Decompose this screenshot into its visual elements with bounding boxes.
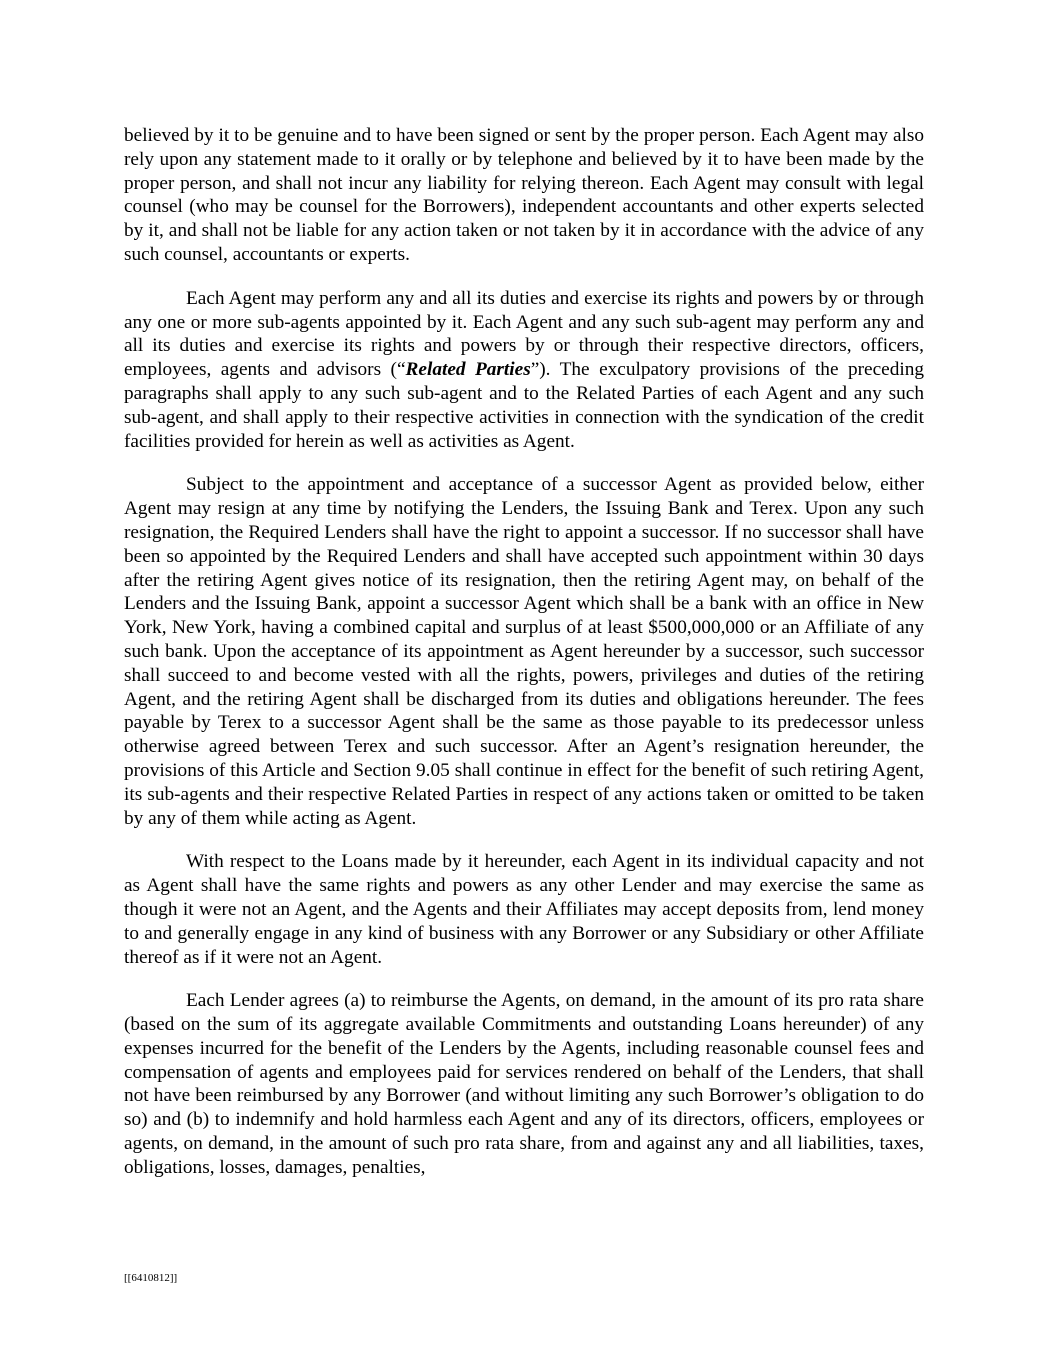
defined-term-related-parties: Related Parties (405, 359, 531, 381)
paragraph-sub-agents-text-before: Each Agent may perform any and all its duties and exercise its rights and powers by or through any one or more sub-agents appointed by it. Each Agent and any such sub-agent may perform any and all its duties and exercise its rights and powers by or through their respective directors, officers, employees, agents and advisors (“ (124, 287, 924, 381)
document-page (124, 124, 924, 1200)
paragraph-successor-agent: Subject to the appointment and acceptance of a successor Agent as provided below, either Agent may resign at any time by notifying the Lenders, the Issuing Bank and Terex. Upon any such resignation, the Required Lenders shall have the right to appoint a successor. If no successor shall have been so appointed by the Required Lenders and shall have accepted such appointment within 30 days after the retiring Agent gives notice of its resignation, then the retiring Agent may, on behalf of the Lenders and the Issuing Bank, appoint a successor Agent which shall be a bank with an office in New York, New York, having a combined capital and surplus of at least $500,000,000 or an Affiliate of any such bank. Upon the acceptance of its appointment as Agent hereunder by a successor, such successor shall succeed to and become vested with all the rights, powers, privileges and duties of the retiring Agent, and the retiring Agent shall be discharged from its duties and obligations hereunder. The fees payable by Terex to a successor Agent shall be the same as those payable to its predecessor unless otherwise agreed between Terex and such successor. After an Agent’s resignation hereunder, the provisions of this Article and Section 9.05 shall continue in effect for the benefit of such retiring Agent, its sub-agents and their respective Related Parties in respect of any actions taken or omitted to be taken by any of them while acting as Agent. (124, 474, 924, 829)
paragraph-individual-capacity: With respect to the Loans made by it hereunder, each Agent in its individual capacity and not as Agent shall have the same rights and powers as any other Lender and may exercise the same as though it were not an Agent, and the Agents and their Affiliates may accept deposits from, lend money to and generally engage in any kind of business with any Borrower or any Subsidiary or other Affiliate thereof as if it were not an Agent. (124, 851, 924, 968)
paragraph-sub-agents (124, 287, 924, 454)
paragraph-reliance: believed by it to be genuine and to have been signed or sent by the proper person. Each Agent may also rely upon any statement made to it orally or by telephone and believed by it to have been made by the proper person, and shall not incur any liability for relying thereon. Each Agent may consult with legal counsel (who may be counsel for the Borrowers), independent accountants and other experts selected by it, and shall not be liable for any action taken or not taken by it in accordance with the advice of any such counsel, accountants or experts. (124, 125, 924, 265)
paragraph-reimbursement: Each Lender agrees (a) to reimburse the Agents, on demand, in the amount of its pro rata share (based on the sum of its aggregate available Commitments and outstanding Loans hereunder) of any expenses incurred for the benefit of the Lenders by the Agents, including reasonable counsel fees and compensation of agents and employees paid for services rendered on behalf of the Lenders, that shall not have been reimbursed by any Borrower (and without limiting any such Borrower’s obligation to do so) and (b) to indemnify and hold harmless each Agent and any of its directors, officers, employees or agents, on demand, in the amount of such pro rata share, from and against any and all liabilities, taxes, obligations, losses, damages, penalties, (124, 990, 924, 1178)
paragraph-sub-agents-text-after: ”). The exculpatory provisions of the preceding paragraphs shall apply to any such sub-agent and to the Related Parties of each Agent and any such sub-agent, and shall apply to their respective activities in connection with the syndication of the credit facilities provided for herein as well as activities as Agent. (124, 359, 924, 452)
document-footer-id: [[6410812]] (124, 1272, 178, 1284)
